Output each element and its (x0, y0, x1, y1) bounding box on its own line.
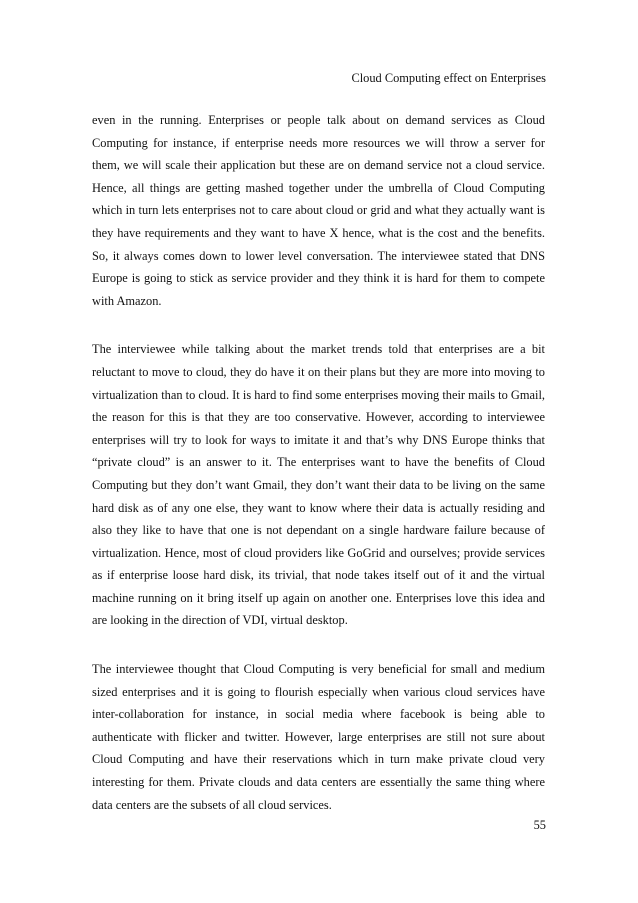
page-number: 55 (533, 818, 546, 832)
paragraph-2: The interviewee while talking about the market trends told that enterprises are a bit reluctant to move to cloud, they do have it on their plans but they are more into moving to virtualization than to cloud. It is hard to find some enterprises moving their mails to Gmail, the reason for this is that they are too conservative. However, according to interviewee enterprises will try to look for ways to imitate it and that’s why DNS Europe thinks that “private cloud” is an answer to it. The enterprises want to have the benefits of Cloud Computing but they don’t want Gmail, they don’t want their data to be living on the same hard disk as of any one else, they want to know where their data is actually residing and also they like to have that one is not dependant on a single hardware failure because of virtualization. Hence, most of cloud providers like GoGrid and ourselves; provide services as if enterprise loose hard disk, its trivial, that node takes itself out of it and the virtual machine running on it bring itself up again on another one. Enterprises love this idea and are looking in the direction of VDI, virtual desktop. (92, 342, 545, 628)
paragraph-3: The interviewee thought that Cloud Computing is very beneficial for small and medium sized enterprises and it is going to flourish especially when various cloud services have inter-collaboration for instance, in social media where facebook is being able to authenticate with flicker and twitter. However, large enterprises are still not sure about Cloud Computing and have their reservations which in turn make private cloud very interesting for them. Private clouds and data centers are essentially the same thing where data centers are the subsets of all cloud services. (92, 662, 545, 812)
body-text (92, 109, 545, 816)
paragraph-1: even in the running. Enterprises or people talk about on demand services as Cloud Computing for instance, if enterprise needs more resources we will throw a server for them, we will scale their application but these are on demand service not a cloud service. Hence, all things are getting mashed together under the umbrella of Cloud Computing which in turn lets enterprises not to care about cloud or grid and what they actually want is they have requirements and they want to have X hence, what is the cost and the benefits. So, it always comes down to lower level conversation. The interviewee stated that DNS Europe is going to stick as service provider and they think it is hard for them to compete with Amazon. (92, 113, 545, 308)
running-header-title: Cloud Computing effect on Enterprises (351, 71, 546, 85)
